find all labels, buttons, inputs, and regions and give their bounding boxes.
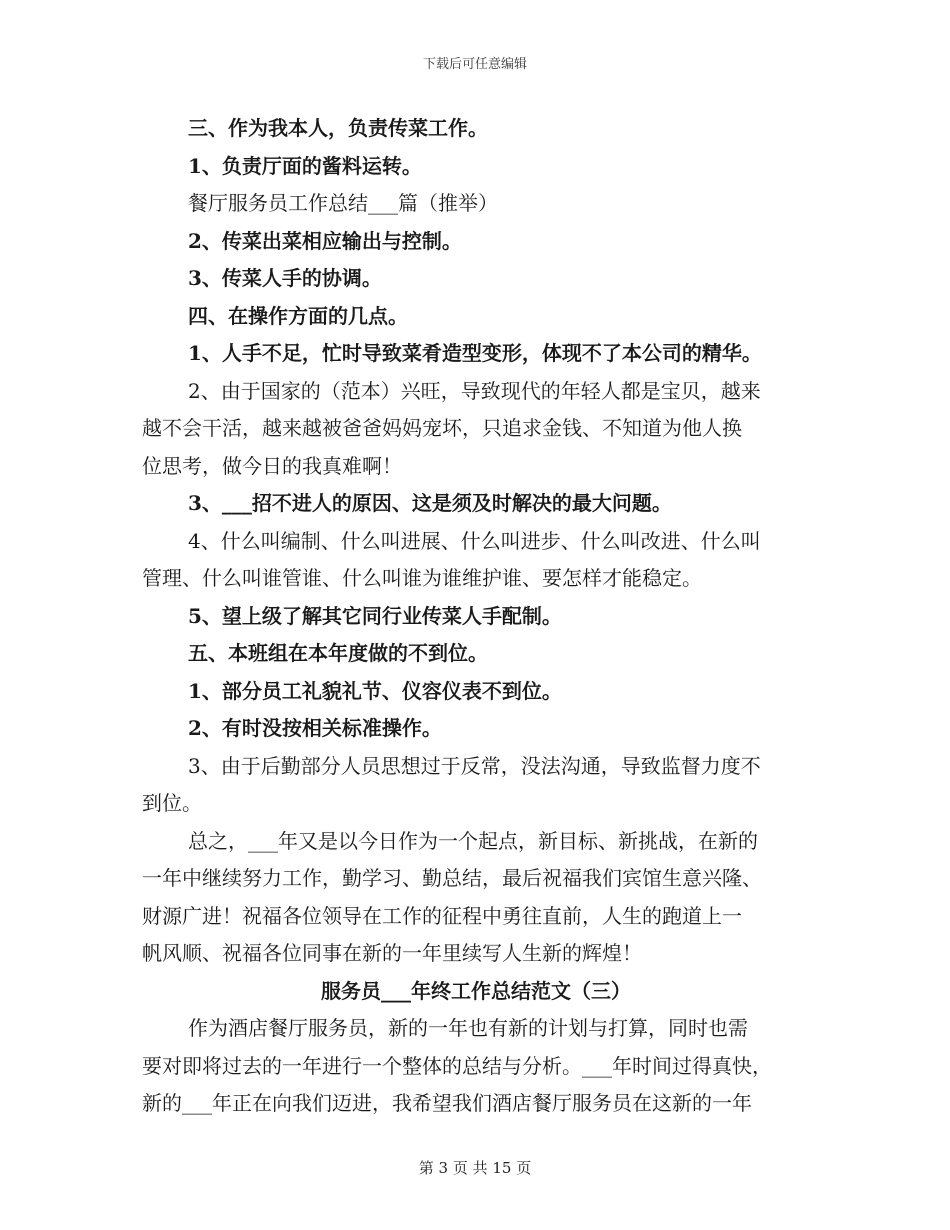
text-line: 一年中继续努力工作，勤学习、勤总结，最后祝福我们宾馆生意兴隆、 xyxy=(142,866,762,890)
text-line: 财源广进！祝福各位领导在工作的征程中勇往直前，人生的跑道上一 xyxy=(142,903,742,928)
text-line: 2、有时没按相关标准操作。 xyxy=(188,716,442,740)
page-header: 下载后可任意编辑 xyxy=(422,57,527,72)
text-line: 四、在操作方面的几点。 xyxy=(188,303,408,328)
text-line: 4、什么叫编制、什么叫进展、什么叫进步、什么叫改进、什么叫 xyxy=(188,528,761,553)
document-body xyxy=(142,110,810,1123)
text-line: 五、本班组在本年度做的不到位。 xyxy=(188,641,488,665)
text-line: 3、由于后勤部分人员思想过于反常，没法沟通，导致监督力度不 xyxy=(188,753,761,778)
text-line: 餐厅服务员工作总结___篇（推举） xyxy=(188,191,498,215)
text-line: 位思考，做今日的我真难啊！ xyxy=(142,453,402,478)
text-line: 1、人手不足，忙时导致菜肴造型变形，体现不了本公司的精华。 xyxy=(188,341,762,365)
text-line: 3、传菜人手的协调。 xyxy=(188,266,382,290)
text-line: 到位。 xyxy=(142,791,202,815)
text-line: 1、部分员工礼貌礼节、仪容仪表不到位。 xyxy=(188,678,562,703)
text-line: 帆风顺、祝福各位同事在新的一年里续写人生新的辉煌！ xyxy=(142,941,642,965)
text-line: 越不会干活，越来越被爸爸妈妈宠坏，只追求金钱、不知道为他人换 xyxy=(142,416,742,440)
text-line: 三、作为我本人，负责传菜工作。 xyxy=(188,116,488,140)
text-line: 新的___年正在向我们迈进，我希望我们酒店餐厅服务员在这新的一年 xyxy=(142,1091,752,1115)
text-line: 2、由于国家的（范本）兴旺，导致现代的年轻人都是宝贝，越来 xyxy=(188,378,761,403)
text-line: 3、___招不进人的原因、这是须及时解决的最大问题。 xyxy=(188,491,672,515)
text-line: 2、传菜出菜相应输出与控制。 xyxy=(188,228,462,253)
section-heading: 服务员___年终工作总结范文（三） xyxy=(321,978,631,1003)
text-line: 5、望上级了解其它同行业传菜人手配制。 xyxy=(188,603,562,628)
text-line: 要对即将过去的一年进行一个整体的总结与分析。___年时间过得真快， xyxy=(142,1053,772,1078)
text-line: 总之，___年又是以今日作为一个起点，新目标、新挑战，在新的 xyxy=(188,828,758,853)
text-line: 作为酒店餐厅服务员，新的一年也有新的计划与打算，同时也需 xyxy=(188,1016,748,1040)
text-line: 管理、什么叫谁管谁、什么叫谁为谁维护谁、要怎样才能稳定。 xyxy=(142,566,702,590)
text-line: 1、负责厅面的酱料运转。 xyxy=(188,153,422,178)
page-footer: 第 3 页 共 15 页 xyxy=(418,1159,532,1177)
